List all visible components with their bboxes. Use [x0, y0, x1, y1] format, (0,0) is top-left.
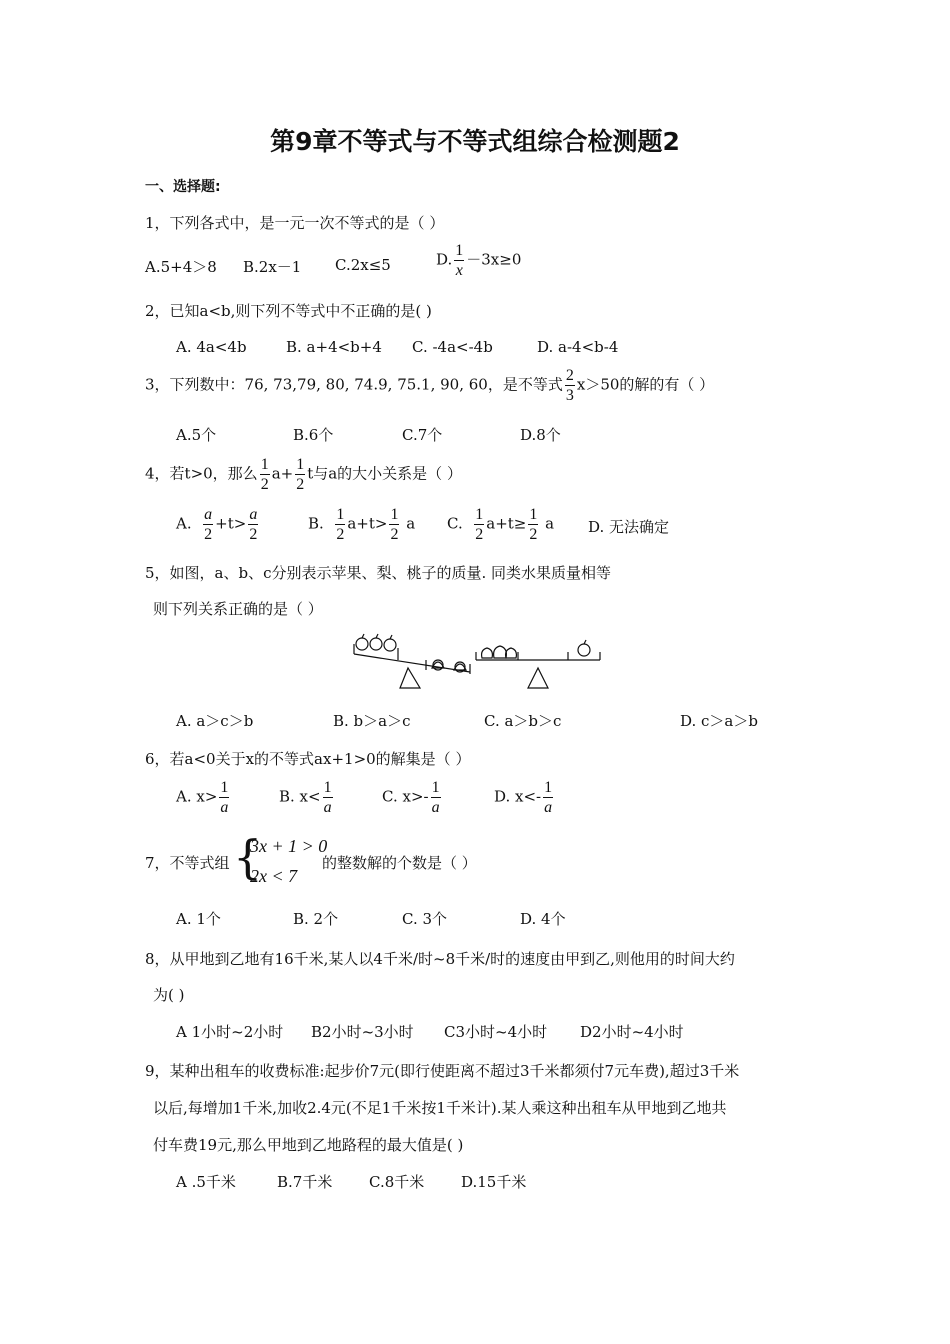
- pear-icon: [482, 648, 493, 658]
- question-9-line3: 付车费19元,那么甲地到乙地路程的最大值是( ): [153, 1136, 464, 1154]
- q8-option-d: D2小时~4小时: [580, 1023, 684, 1041]
- option-fraction: [203, 505, 213, 544]
- option-fraction: [528, 505, 538, 544]
- option-fraction: [431, 778, 441, 817]
- q8-option-a: A 1小时~2小时: [176, 1023, 284, 1041]
- q2-option-a: A. 4a<4b: [176, 338, 247, 356]
- scale-left: [354, 634, 470, 688]
- q2-option-d: D. a-4<b-4: [537, 338, 619, 356]
- q9-option-c: C.8千米: [369, 1173, 425, 1191]
- fraction-numerator: 1: [390, 506, 399, 523]
- fraction-denominator: a: [220, 799, 229, 816]
- fraction-numerator: 1: [296, 456, 305, 473]
- q8-option-b: B2小时~3小时: [311, 1023, 414, 1041]
- q1-d-tail: －3x≥0: [466, 250, 522, 269]
- peach-icon: [432, 660, 444, 670]
- fraction-denominator: x: [455, 262, 463, 279]
- option-text: B. x<: [279, 787, 321, 806]
- option-label: B.: [308, 514, 324, 533]
- scale-right: [476, 640, 600, 688]
- fraction-denominator: 2: [390, 526, 399, 543]
- question-6-stem: 6，若a<0关于x的不等式ax+1>0的解集是（ ）: [145, 750, 471, 768]
- q9-option-d: D.15千米: [461, 1173, 527, 1191]
- q3-stem-end: x＞50的解的有（ ）: [576, 375, 715, 394]
- option-text: +t>: [215, 514, 247, 533]
- option-fraction: [248, 505, 258, 544]
- q9-option-a: A .5千米: [176, 1173, 236, 1191]
- option-text: C. x>-: [382, 787, 429, 806]
- fraction-denominator: 3: [565, 387, 574, 404]
- q1-option-d: [436, 241, 521, 280]
- q6-option-a: [176, 778, 231, 817]
- option-fraction: [474, 505, 484, 544]
- fraction-numerator: 1: [431, 779, 440, 796]
- option-fraction: [389, 505, 399, 544]
- q8-option-c: C3小时~4小时: [444, 1023, 548, 1041]
- option-text: a+t≥: [486, 514, 527, 533]
- question-4-stem: [145, 455, 462, 494]
- question-1-stem: 1，下列各式中，是一元一次不等式的是（ ）: [145, 214, 445, 232]
- question-9-line2: 以后,每增加1千米,加收2.4元(不足1千米按1千米计).某人乘这种出租车从甲地到乙地共: [153, 1099, 727, 1117]
- q4-option-d: D. 无法确定: [588, 518, 670, 536]
- fraction-numerator: 1: [336, 506, 345, 523]
- q4-option-b: [308, 505, 415, 544]
- q7-option-a: A. 1个: [176, 910, 221, 928]
- q2-option-c: C. -4a<-4b: [412, 338, 493, 356]
- option-text: a: [545, 514, 555, 533]
- q1-option-b: B.2x－1: [243, 258, 302, 276]
- q1-option-c: C.2x≤5: [335, 256, 391, 274]
- fraction-denominator: a: [431, 799, 440, 816]
- fraction-denominator: a: [323, 799, 332, 816]
- fraction-numerator: 1: [323, 779, 332, 796]
- q6-option-c: [382, 778, 443, 817]
- fraction-denominator: 2: [204, 526, 213, 543]
- question-8-line2: 为( ): [153, 986, 185, 1004]
- beam: [354, 654, 470, 672]
- q4-fraction-1: [260, 455, 270, 494]
- fraction-denominator: 2: [296, 476, 305, 493]
- fraction-numerator: a: [249, 506, 258, 523]
- question-5-stem: 5，如图，a、b、c分别表示苹果、梨、桃子的质量. 同类水果质量相等: [145, 564, 612, 582]
- q9-option-b: B.7千米: [277, 1173, 333, 1191]
- pear-icon: [506, 648, 517, 658]
- q7-option-b: B. 2个: [293, 910, 339, 928]
- apple-icon: [578, 640, 590, 656]
- option-fraction: [219, 778, 229, 817]
- fraction-numerator: 1: [475, 506, 484, 523]
- fraction-denominator: 2: [249, 526, 258, 543]
- question-2-stem: 2，已知a<b,则下列不等式中不正确的是( ): [145, 302, 432, 320]
- q3-option-c: C.7个: [402, 426, 443, 444]
- system-equation-2: 2x < 7: [250, 866, 298, 886]
- q3-option-b: B.6个: [293, 426, 334, 444]
- option-fraction: [335, 505, 345, 544]
- q4-stem-start: 4，若t>0，那么: [145, 464, 258, 483]
- q7-option-d: D. 4个: [520, 910, 566, 928]
- option-label: C.: [447, 514, 463, 533]
- fraction-numerator: 1: [220, 779, 229, 796]
- q4-option-c: [447, 505, 554, 544]
- system-equation-1: 3x + 1 > 0: [250, 836, 328, 856]
- apple-icon: [384, 635, 396, 651]
- q2-option-b: B. a+4<b+4: [286, 338, 382, 356]
- fraction-numerator: 1: [455, 242, 464, 259]
- question-7-stem-start: 7，不等式组: [145, 854, 230, 872]
- question-9-line1: 9，某种出租车的收费标准:起步价7元(即行使距离不超过3千米都须付7元车费),超过3千米: [145, 1062, 740, 1080]
- option-fraction: [323, 778, 333, 817]
- page-title: 第9章不等式与不等式组综合检测题2: [270, 127, 680, 156]
- option-text: a+t>: [347, 514, 388, 533]
- q6-option-b: [279, 778, 335, 817]
- q3-option-d: D.8个: [520, 426, 561, 444]
- option-label: A.: [176, 514, 192, 533]
- q3-option-a: A.5个: [176, 426, 217, 444]
- q5-option-a: A. a＞c＞b: [176, 712, 254, 730]
- question-7-stem-end: 的整数解的个数是（ ）: [322, 854, 477, 872]
- q4-stem-end: t与a的大小关系是（ ）: [307, 464, 462, 483]
- question-5-stem-line2: 则下列关系正确的是（ ）: [153, 600, 323, 618]
- option-text: D. x<-: [494, 787, 542, 806]
- section-heading: 一、选择题:: [145, 179, 221, 195]
- apple-icon: [356, 634, 368, 650]
- option-text: a: [406, 514, 416, 533]
- fraction-numerator: 1: [544, 779, 553, 796]
- q1-d-label: D.: [436, 250, 453, 269]
- question-8-line1: 8，从甲地到乙地有16千米,某人以4千米/时~8千米/时的速度由甲到乙,则他用的时间大约: [145, 950, 735, 968]
- fulcrum-icon: [400, 668, 420, 688]
- option-text: A. x>: [176, 787, 218, 806]
- q1-d-fraction: [454, 241, 464, 280]
- fraction-numerator: 2: [565, 367, 574, 384]
- fulcrum-icon: [528, 668, 548, 688]
- q1-option-a: A.5+4＞8: [145, 258, 217, 276]
- apple-icon: [370, 634, 382, 650]
- fraction-denominator: 2: [475, 526, 484, 543]
- fraction-denominator: 2: [336, 526, 345, 543]
- q7-option-c: C. 3个: [402, 910, 448, 928]
- option-fraction: [543, 778, 553, 817]
- q5-option-c: C. a＞b＞c: [484, 712, 562, 730]
- fraction-denominator: 2: [529, 526, 538, 543]
- q5-option-b: B. b＞a＞c: [333, 712, 411, 730]
- system-brace: {: [233, 830, 263, 884]
- q3-stem-start: 3，下列数中：76, 73,79, 80, 74.9, 75.1, 90, 60，是不等式: [145, 375, 563, 394]
- fraction-numerator: a: [204, 506, 213, 523]
- q4-stem-mid: a+: [271, 464, 294, 483]
- fraction-denominator: a: [544, 799, 553, 816]
- fraction-numerator: 1: [529, 506, 538, 523]
- pear-icon: [494, 646, 507, 658]
- q3-fraction: [565, 366, 575, 405]
- q5-option-d: D. c＞a＞b: [680, 712, 758, 730]
- q6-option-d: [494, 778, 555, 817]
- q4-option-a: [176, 505, 260, 544]
- fraction-denominator: 2: [260, 476, 269, 493]
- q4-fraction-2: [295, 455, 305, 494]
- question-3-stem: [145, 366, 714, 405]
- balance-scales-figure: [348, 630, 608, 692]
- fraction-numerator: 1: [260, 456, 269, 473]
- peach-icon: [454, 662, 466, 672]
